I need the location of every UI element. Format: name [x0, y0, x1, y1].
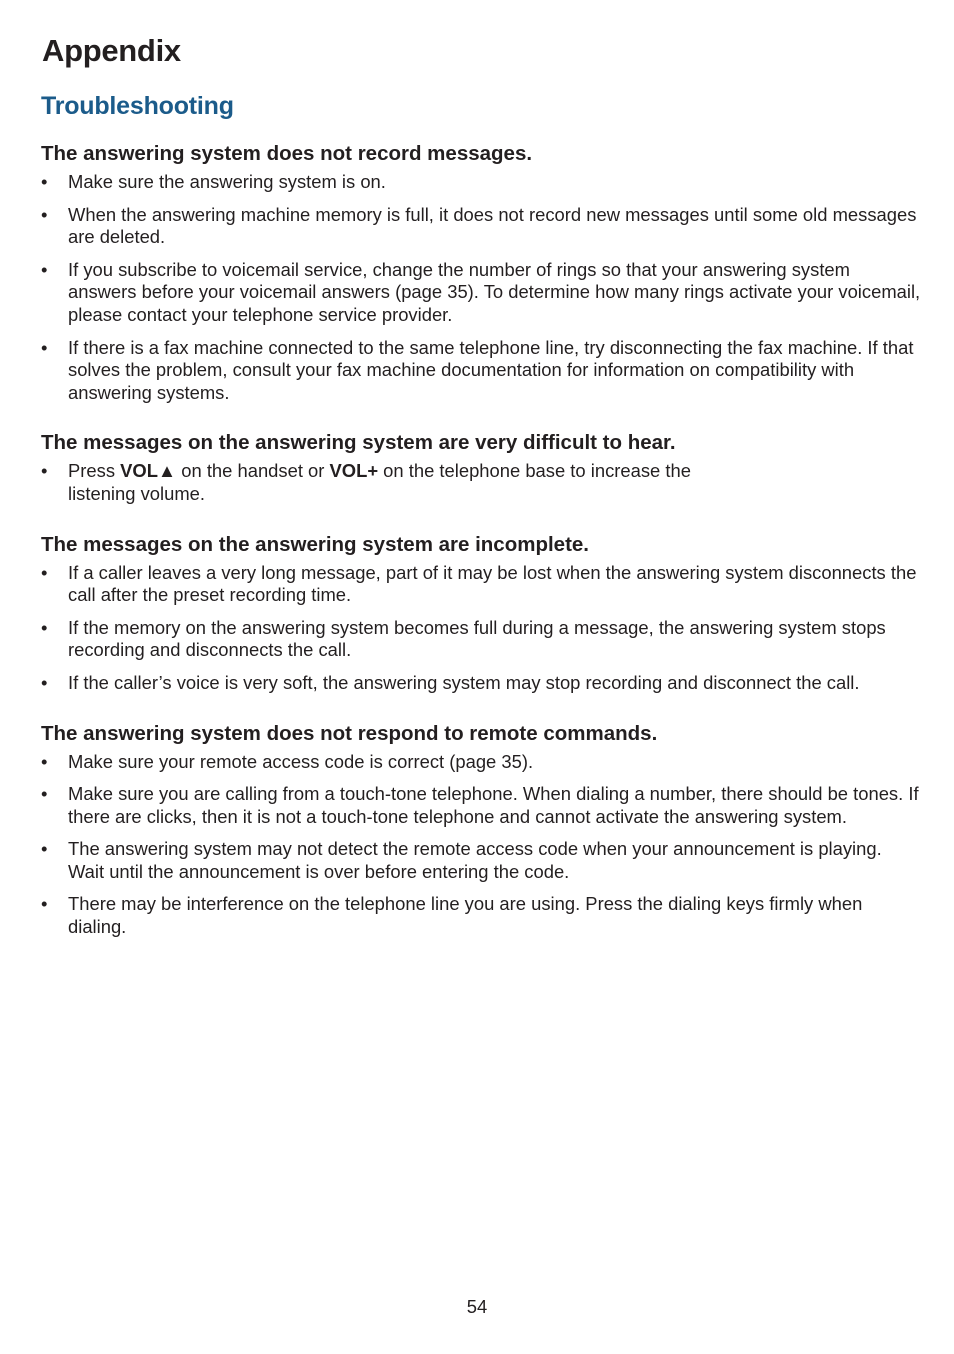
- topic-heading: The answering system does not respond to remote commands.: [41, 721, 658, 745]
- list-item-text: If the memory on the answering system becomes full during a message, the answering system stops recording and disconnects the call.: [68, 616, 886, 661]
- list-item: [41, 893, 921, 938]
- list-item: [41, 562, 921, 607]
- bullet-icon: •: [41, 750, 48, 772]
- vol-up-key-label: VOL▲: [120, 460, 177, 482]
- topic-difficult-to-hear: [41, 430, 921, 505]
- bullet-icon: •: [41, 783, 48, 805]
- troubleshooting-content: [41, 141, 921, 949]
- list-item-text: Make sure the answering system is on.: [68, 171, 386, 192]
- bullet-icon: •: [41, 336, 48, 358]
- topic-heading: The messages on the answering system are very difficult to hear.: [41, 431, 676, 455]
- list-item-text: If you subscribe to voicemail service, change the number of rings so that your answering system answers before your voicemail answers (page 35). To determine how many rings activate your voicemail, please contact your telephone service provider.: [68, 258, 921, 325]
- topic-heading: The messages on the answering system are incomplete.: [41, 532, 590, 556]
- vol-plus-key-label: VOL+: [329, 460, 379, 482]
- list-item-text: There may be interference on the telephone line you are using. Press the dialing keys firmly when dialing.: [68, 893, 863, 938]
- list-item-text: If the caller’s voice is very soft, the answering system may stop recording and disconnect the call.: [68, 671, 860, 693]
- list-item: [41, 337, 921, 405]
- section-title: Troubleshooting: [41, 92, 234, 120]
- list-item: [41, 672, 921, 695]
- bullet-icon: •: [41, 561, 48, 583]
- list-item: [41, 783, 921, 828]
- list-item-text: The answering system may not detect the remote access code when your announcement is playing. Wait until the announcement is over before entering the code.: [68, 838, 882, 882]
- topic-list: [41, 171, 921, 404]
- list-item: [41, 259, 921, 327]
- topic-list: [41, 562, 921, 695]
- bullet-icon: •: [41, 838, 48, 860]
- list-item-text: If there is a fax machine connected to the same telephone line, try disconnecting the fax machine. If that solves the problem, consult your fax machine documentation for information on compatibility with answering systems.: [68, 336, 914, 403]
- chapter-title: Appendix: [42, 33, 181, 68]
- page-number: 54: [466, 1296, 488, 1317]
- topic-remote-commands: [41, 721, 921, 939]
- list-item: [41, 204, 921, 249]
- bullet-icon: •: [41, 616, 48, 638]
- list-item-text: When the answering machine memory is full, it does not record new messages until some old messages are deleted.: [68, 203, 917, 248]
- bullet-icon: •: [41, 203, 48, 225]
- topic-heading: The answering system does not record messages.: [41, 142, 533, 165]
- bullet-icon: •: [41, 671, 48, 693]
- list-item: [41, 751, 921, 774]
- topic-list: [41, 460, 921, 505]
- vol-middle-text: on the handset or: [176, 460, 330, 482]
- list-item: [41, 171, 921, 194]
- bullet-icon: •: [41, 258, 48, 280]
- topic-does-not-record: [41, 141, 921, 404]
- list-item: [41, 838, 921, 883]
- list-item-text: Make sure you are calling from a touch-tone telephone. When dialing a number, there should be tones. If there are clicks, then it is not a touch-tone telephone and cannot activate the answering system.: [68, 783, 919, 827]
- vol-prefix-text: Press: [68, 460, 121, 482]
- list-item-text: If a caller leaves a very long message, part of it may be lost when the answering system disconnects the call after the preset recording time.: [68, 561, 917, 606]
- vol-line2-text: listening volume.: [68, 482, 205, 504]
- topic-list: [41, 751, 921, 939]
- topic-incomplete-messages: [41, 532, 921, 695]
- list-item: [41, 617, 921, 662]
- bullet-icon: •: [41, 893, 48, 915]
- list-item-text: Make sure your remote access code is correct (page 35).: [68, 750, 534, 772]
- list-item: [41, 460, 921, 505]
- vol-suffix-text: on the telephone base to increase the: [378, 460, 691, 482]
- bullet-icon: •: [41, 460, 48, 482]
- bullet-icon: •: [41, 171, 48, 192]
